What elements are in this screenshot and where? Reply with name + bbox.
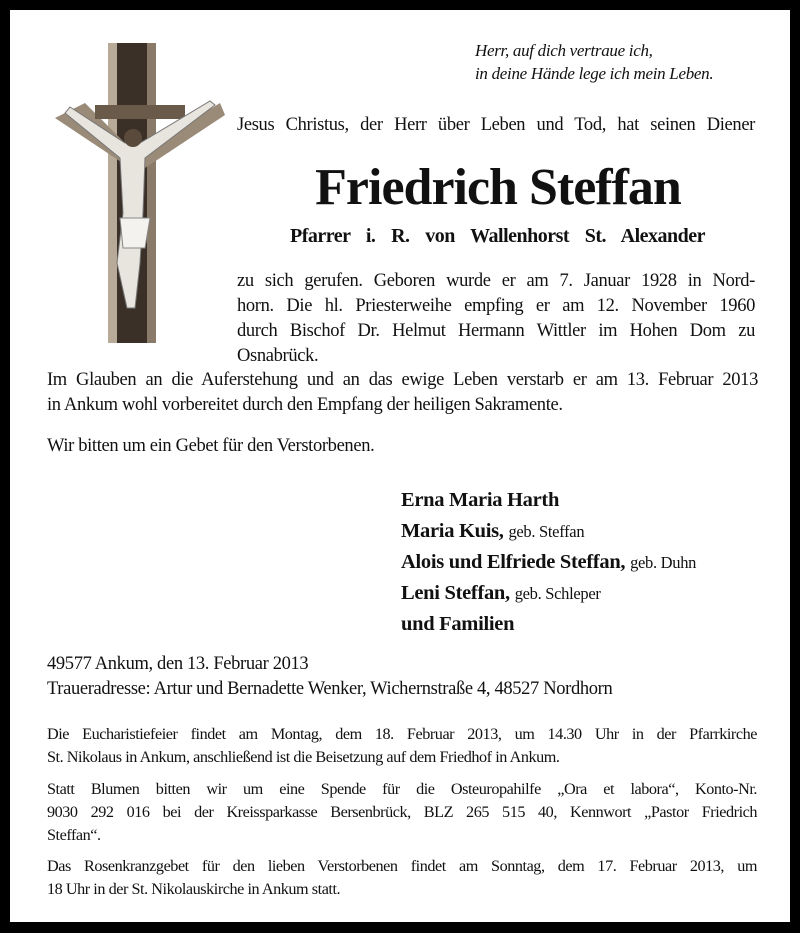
bio-line: Osnabrück. xyxy=(237,346,319,366)
bio-line: horn. Die hl. Priesterweihe empfing er am 12. November 1960 xyxy=(237,296,755,316)
notice-line: 9030 292 016 bei der Kreissparkasse Bersenbrück, BLZ 265 515 40, Kennwort „Pastor Friedrich xyxy=(47,803,757,821)
mourner-maiden-name: geb. Steffan xyxy=(508,522,585,541)
mourner xyxy=(401,490,559,511)
notice-line: Statt Blumen bitten wir um eine Spende für die Osteuropahilfe „Ora et labora“, Konto-Nr. xyxy=(47,780,757,798)
mourner-name: Leni Steffan, xyxy=(401,582,510,604)
mourner-name: Maria Kuis, xyxy=(401,520,504,542)
deceased-name: Friedrich Steffan xyxy=(315,159,681,216)
notice-line: Steffan“. xyxy=(47,826,101,844)
motto-line-1: Herr, auf dich vertraue ich, xyxy=(475,41,653,60)
mourner xyxy=(401,583,601,604)
mourner-name: Alois und Elfriede Steffan, xyxy=(401,551,626,573)
obituary-notice xyxy=(10,10,790,922)
notice-line: Das Rosenkranzgebet für den lieben Verstorbenen findet am Sonntag, dem 17. Februar 2013, um xyxy=(47,857,757,875)
mourner xyxy=(401,614,514,635)
crucifix-image xyxy=(45,43,230,355)
motto-line-2: in deine Hände lege ich mein Leben. xyxy=(475,64,714,83)
place-date: 49577 Ankum, den 13. Februar 2013 xyxy=(47,654,309,674)
notice-line: 18 Uhr in der St. Nikolauskirche in Ankum statt. xyxy=(47,880,341,898)
bio-line: zu sich gerufen. Geboren wurde er am 7. Januar 1928 in Nord- xyxy=(237,271,755,291)
prayer-request: Wir bitten um ein Gebet für den Verstorbenen. xyxy=(47,436,375,456)
mourner-maiden-name: geb. Schleper xyxy=(514,584,601,603)
mourner xyxy=(401,552,696,573)
mourner-maiden-name: geb. Duhn xyxy=(630,553,697,572)
intro-text: Jesus Christus, der Herr über Leben und Tod, hat seinen Diener xyxy=(237,115,755,135)
mourner-name: Erna Maria Harth xyxy=(401,489,560,511)
deceased-title: Pfarrer i. R. von Wallenhorst St. Alexander xyxy=(290,225,705,247)
death-line: Im Glauben an die Auferstehung und an das ewige Leben verstarb er am 13. Februar 2013 xyxy=(47,370,758,390)
notice-line: Die Eucharistiefeier findet am Montag, dem 18. Februar 2013, um 14.30 Uhr in der Pfarrkirche xyxy=(47,725,757,743)
mourner-name: und Familien xyxy=(401,613,515,635)
mourner xyxy=(401,521,584,542)
mourning-address: Traueradresse: Artur und Bernadette Wenker, Wichernstraße 4, 48527 Nordhorn xyxy=(47,679,613,699)
bio-line: durch Bischof Dr. Helmut Hermann Wittler im Hohen Dom zu xyxy=(237,321,755,341)
death-line: in Ankum wohl vorbereitet durch den Empfang der heiligen Sakramente. xyxy=(47,395,563,415)
notice-line: St. Nikolaus in Ankum, anschließend ist die Beisetzung auf dem Friedhof in Ankum. xyxy=(47,748,560,766)
